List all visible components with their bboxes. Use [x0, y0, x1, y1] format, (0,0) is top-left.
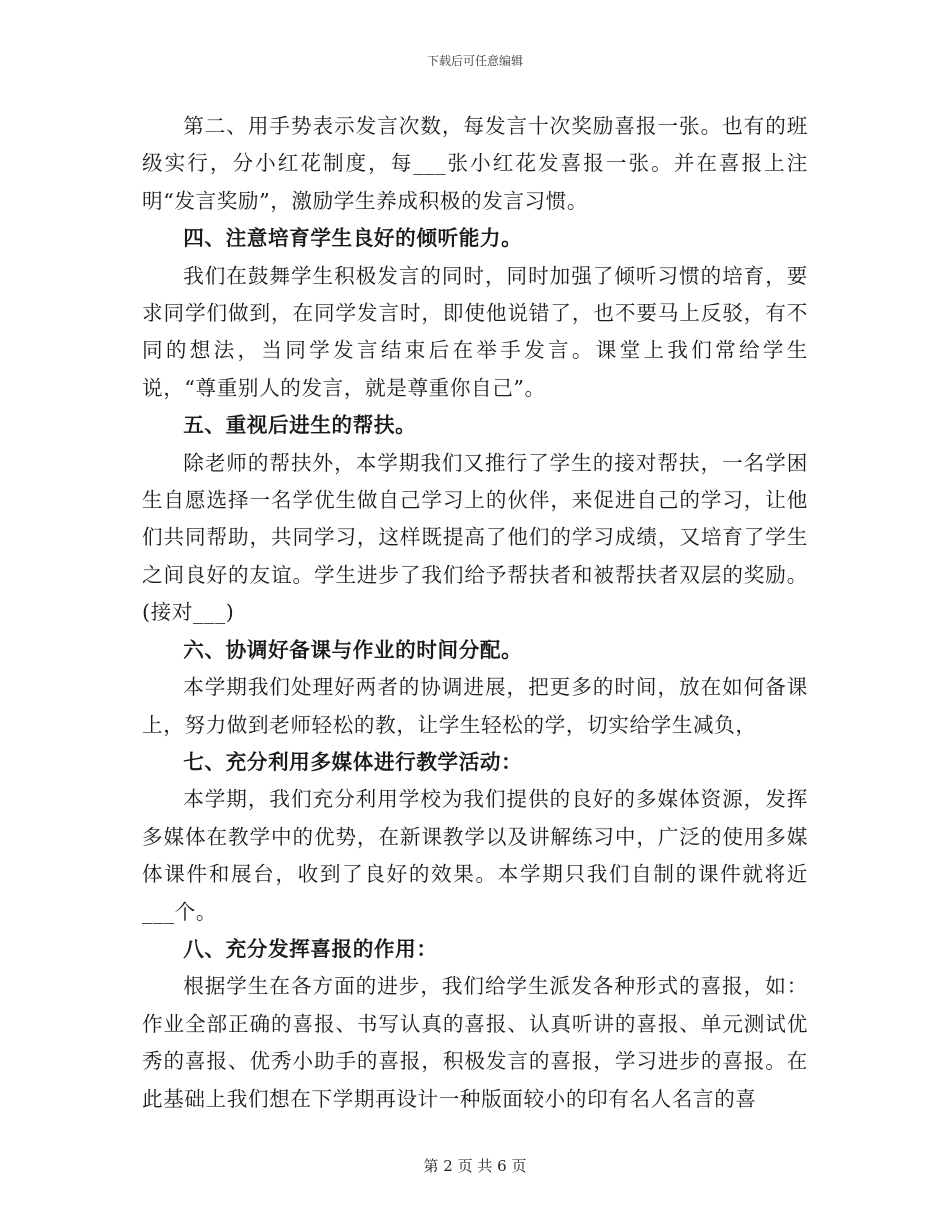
paragraph-award-detail: 第二、用手势表示发言次数，每发言十次奖励喜报一张。也有的班级实行，分小红花制度，每___张小红花发喜报一张。并在喜报上注明“发言奖励”，激励学生养成积极的发言习惯。: [142, 114, 808, 213]
page-number: 第 2 页 共 6 页: [423, 1157, 527, 1175]
section-heading-5: 五、重视后进生的帮扶。: [183, 413, 417, 438]
document-body: [142, 108, 808, 1118]
paragraph-help: 除老师的帮扶外，本学期我们又推行了学生的接对帮扶，一名学困生自愿选择一名学优生做自己学习上的伙伴，来促进自己的学习，让他们共同帮助，共同学习，这样既提高了他们的学习成绩，又培育了学生之间良好的友谊。学生进步了我们给予帮扶者和被帮扶者双层的奖励。(接对___): [142, 450, 808, 625]
paragraph-reports: 根据学生在各方面的进步，我们给学生派发各种形式的喜报，如：作业全部正确的喜报、书写认真的喜报、认真听讲的喜报、单元测试优秀的喜报、优秀小助手的喜报，积极发言的喜报，学习进步的喜报。在此基础上我们想在下学期再设计一种版面较小的印有名人名言的喜: [142, 974, 808, 1111]
section-heading-4: 四、注意培育学生良好的倾听能力。: [183, 226, 523, 251]
section-heading-7: 七、充分利用多媒体进行教学活动：: [183, 749, 523, 774]
page-header: 下载后可任意编辑: [426, 54, 523, 68]
section-heading-8: 八、充分发挥喜报的作用：: [183, 936, 438, 961]
paragraph-listening: 我们在鼓舞学生积极发言的同时，同时加强了倾听习惯的培育，要求同学们做到，在同学发言时，即使他说错了，也不要马上反驳，有不同的想法，当同学发言结束后在举手发言。课堂上我们常给学生说，“尊重别人的发言，就是尊重你自己”。: [142, 263, 808, 400]
paragraph-coordinate: 本学期我们处理好两者的协调进展，把更多的时间，放在如何备课上，努力做到老师轻松的教，让学生轻松的学，切实给学生减负，: [142, 675, 808, 737]
paragraph-multimedia: 本学期，我们充分利用学校为我们提供的良好的多媒体资源，发挥多媒体在教学中的优势，在新课教学以及讲解练习中，广泛的使用多媒体课件和展台，收到了良好的效果。本学期只我们自制的课件就将近___个。: [142, 787, 808, 924]
section-heading-6: 六、协调好备课与作业的时间分配。: [183, 637, 523, 662]
